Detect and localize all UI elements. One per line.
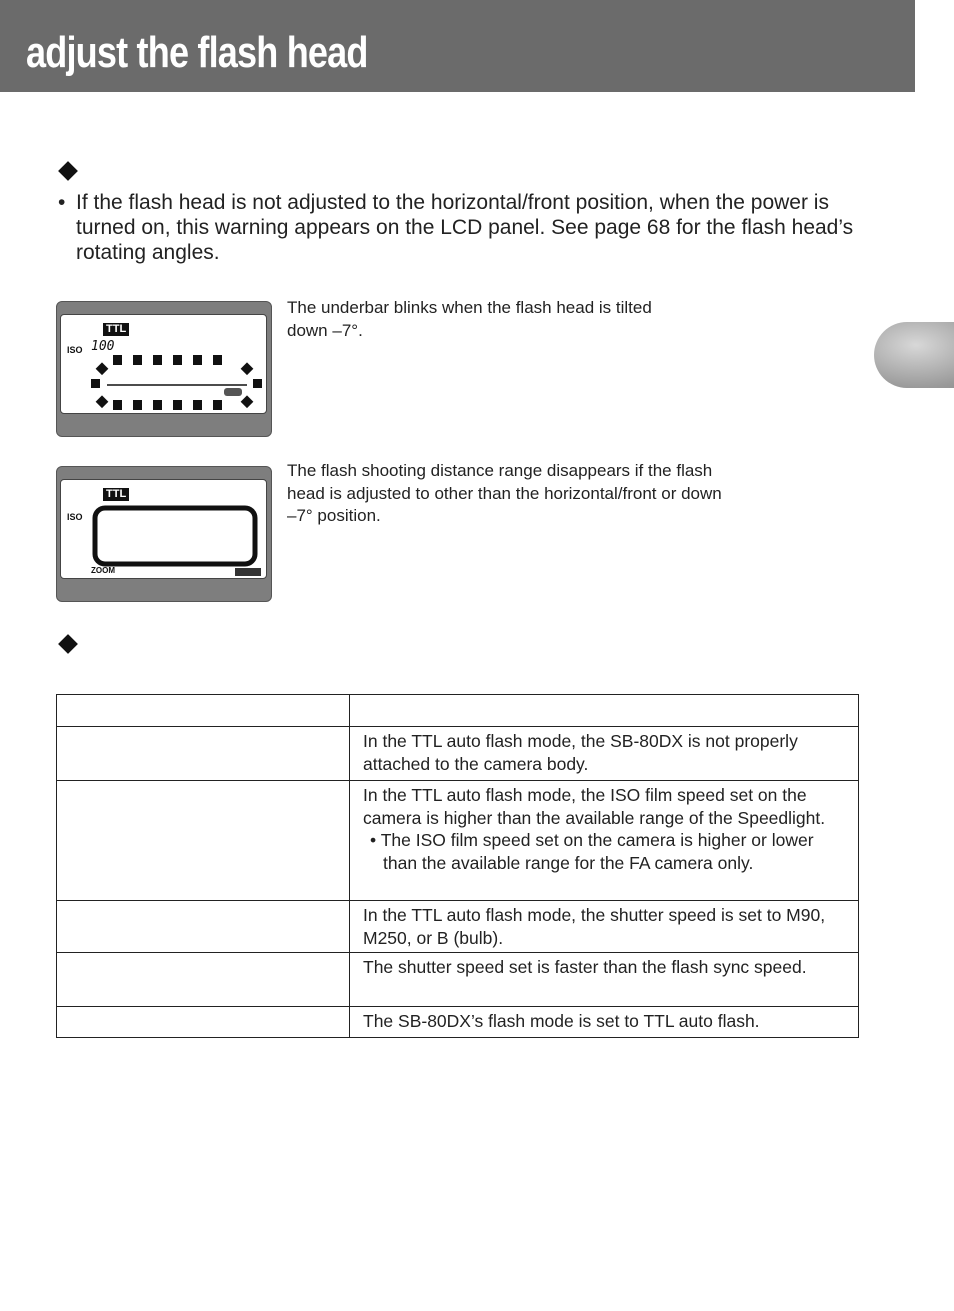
iso-label: ISO — [67, 512, 83, 522]
table-cell-text: In the TTL auto flash mode, the ISO film speed set on the camera is higher than the available range of the Speedlight. — [363, 785, 826, 828]
table-row — [57, 781, 859, 901]
blinking-underbar-icon — [61, 315, 266, 413]
table-cell-right: In the TTL auto flash mode, the shutter speed is set to M90, M250, or B (bulb). — [350, 901, 859, 953]
header-bar — [0, 0, 915, 92]
table-cell-right: The shutter speed set is faster than the flash sync speed. — [350, 953, 859, 1007]
bullet-icon: • — [58, 191, 66, 214]
section-marker-icon — [58, 161, 78, 181]
warning-paragraph — [58, 190, 858, 265]
table-row — [57, 901, 859, 953]
iso-value: 100 — [91, 339, 115, 354]
table-row — [57, 727, 859, 781]
sub-bullet-text: The ISO film speed set on the camera is higher or lower than the available range for the FA camera only. — [380, 830, 814, 873]
ttl-indicator: TTL — [103, 323, 129, 336]
table-cell-left — [57, 727, 350, 781]
lcd-screen — [60, 314, 267, 414]
iso-label: ISO — [67, 345, 83, 355]
page-title: adjust the flash head — [26, 28, 368, 77]
sub-bullet-icon: • — [370, 830, 377, 850]
table-cell-left — [57, 1007, 350, 1038]
ttl-indicator: TTL — [103, 488, 129, 501]
table-cell-left — [57, 901, 350, 953]
table-cell-right: In the TTL auto flash mode, the SB-80DX is not properly attached to the camera body. — [350, 727, 859, 781]
table-sub-bullet — [367, 829, 852, 874]
table-row — [57, 953, 859, 1007]
table-cell-left — [57, 953, 350, 1007]
range-outline-icon — [61, 480, 266, 578]
lcd-screen — [60, 479, 267, 579]
table-cell-left — [57, 695, 350, 727]
table-cell-right — [350, 695, 859, 727]
warning-text: If the flash head is not adjusted to the horizontal/front position, when the power is turned on, this warning appears on the LCD panel. See page 68 for the flash head’s rotating angles. — [76, 191, 854, 264]
table-cell-right: The SB-80DX’s flash mode is set to TTL auto flash. — [350, 1007, 859, 1038]
lcd-panel-range-hidden — [56, 466, 272, 602]
table-cell-left — [57, 781, 350, 901]
section-marker-icon — [58, 634, 78, 654]
zoom-label: ZOOM — [91, 566, 115, 575]
table-cell-right — [350, 781, 859, 901]
table-row — [57, 1007, 859, 1038]
figure2-caption: The flash shooting distance range disappears if the flash head is adjusted to other than the horizontal/front or down –7° position. — [287, 461, 722, 525]
chapter-tab — [874, 322, 954, 388]
table-row — [57, 695, 859, 727]
warning-table — [56, 694, 859, 1038]
lcd-panel-tilt-warning — [56, 301, 272, 437]
figure1-caption: The underbar blinks when the flash head is tilted down –7°. — [287, 298, 652, 340]
